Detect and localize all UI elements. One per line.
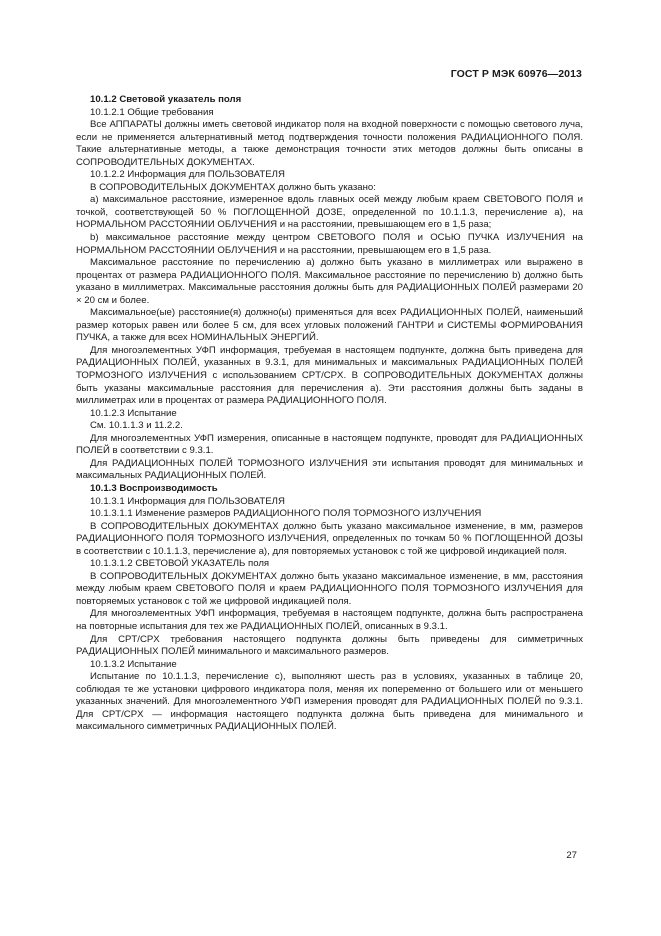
- paragraph: Максимальное расстояние по перечислению а) должно быть указано в миллиметрах или выражено в процентах от размера РАДИАЦИОННОГО ПОЛЯ. Максимальное расстояние по перечислению b) должно быть указано в миллиметрах. Максимальные расстояния должны быть для РАДИАЦИОННЫХ ПОЛЕЙ размерами 20 × 20 см и более.: [76, 257, 583, 306]
- subsection-title: 10.1.3.1.1 Изменение размеров РАДИАЦИОННОГО ПОЛЯ ТОРМОЗНОГО ИЗЛУЧЕНИЯ: [90, 508, 482, 520]
- subsection-title: 10.1.2.1 Общие требования: [90, 106, 214, 118]
- paragraph: В СОПРОВОДИТЕЛЬНЫХ ДОКУМЕНТАХ должно быть указано максимальное изменение, в мм, расстояния между любым краем СВЕТОВОГО ПОЛЯ и краем РАДИАЦИОННОГО ПОЛЯ ТОРМОЗНОГО ИЗЛУЧЕНИЯ для повторяемых установок с той же цифровой индикацией поля.: [76, 570, 583, 607]
- page-content: [76, 94, 583, 734]
- heading-10-1-3: 10.1.3 Воспроизводимость: [90, 482, 218, 494]
- paragraph: Для многоэлементных УФП информация, требуемая в настоящем подпункте, должна быть распространена на повторные испытания для тех же РАДИАЦИОННЫХ ПОЛЕЙ, описанных в 9.3.1.: [76, 608, 583, 632]
- paragraph: Для CPT/CPX требования настоящего подпункта должны быть приведены для симметричных РАДИАЦИОННЫХ ПОЛЕЙ минимального и максимального размеров.: [76, 633, 583, 658]
- paragraph: Максимальное(ые) расстояние(я) должно(ы) применяться для всех РАДИАЦИОННЫХ ПОЛЕЙ, наименьший размер которых равен или более 5 см, для всех угловых положений ГАНТРИ и СИСТЕМЫ ФОРМИРОВАНИЯ ПУЧКА, а также для всех НОМИНАЛЬНЫХ ЭНЕРГИЙ.: [76, 307, 583, 344]
- standard-header: ГОСТ Р МЭК 60976—2013: [450, 68, 582, 80]
- paragraph: Для многоэлементных УФП информация, требуемая в настоящем подпункте, должна быть приведена для РАДИАЦИОННЫХ ПОЛЕЙ, указанных в 9.3.1, для минимальных и максимальных РАДИАЦИОННЫХ ПОЛЕЙ ТОРМОЗНОГО ИЗЛУЧЕНИЯ с использованием CPT/CPX. В СОПРОВОДИТЕЛЬНЫХ ДОКУМЕНТАХ должны быть указаны максимальные расстояния для перечисления а). Эти расстояния должны быть заданы в миллиметрах или в процентах от размера РАДИАЦИОННОГО ПОЛЯ.: [76, 344, 583, 407]
- paragraph: Для многоэлементных УФП измерения, описанные в настоящем подпункте, проводят для РАДИАЦИОННЫХ ПОЛЕЙ в соответствии с 9.3.1.: [76, 432, 583, 457]
- subsection-title: 10.1.2.2 Информация для ПОЛЬЗОВАТЕЛЯ: [90, 169, 285, 181]
- subsection-title: 10.1.3.1.2 СВЕТОВОЙ УКАЗАТЕЛЬ поля: [90, 558, 270, 570]
- subsection-title: 10.1.3.1 Информация для ПОЛЬЗОВАТЕЛЯ: [90, 495, 285, 507]
- list-item-a: а) максимальное расстояние, измеренное вдоль главных осей между любым краем СВЕТОВОГО ПОЛЯ и точкой, соответствующей 50 % ПОГЛОЩЕННОЙ ДОЗЕ, определенной по 10.1.1.3, перечисление а), на НОРМАЛЬНОМ РАССТОЯНИИ ОБЛУЧЕНИЯ и на расстоянии, превышающем его в 1,5 раза;: [76, 194, 583, 231]
- paragraph: Испытание по 10.1.1.3, перечисление с), выполняют шесть раз в условиях, указанных в таблице 20, соблюдая те же установки цифрового индикатора поля, меняя их попеременно от большего или от меньшего указанных значений. Для многоэлементного УФП измерения проводят для РАДИАЦИОННЫХ ПОЛЕЙ по 9.3.1. Для CPT/CPX — информация настоящего подпункта должна быть приведена для минимального и максимального симметричных РАДИАЦИОННЫХ ПОЛЕЙ.: [76, 671, 583, 733]
- paragraph: Все АППАРАТЫ должны иметь световой индикатор поля на входной поверхности с помощью светового луча, если не применяется альтернативный метод подтверждения точности положения РАДИАЦИОННОГО ПОЛЯ. Такие альтернативные методы, а также демонстрация точности этих методов должны быть описаны в СОПРОВОДИТЕЛЬНЫХ ДОКУМЕНТАХ.: [76, 119, 583, 168]
- list-item-b: b) максимальное расстояние между центром СВЕТОВОГО ПОЛЯ и ОСЬЮ ПУЧКА ИЗЛУЧЕНИЯ на НОРМАЛЬНОМ РАССТОЯНИИ ОБЛУЧЕНИЯ и на расстоянии, превышающем его в 1,5 раза.: [76, 232, 583, 256]
- paragraph: В СОПРОВОДИТЕЛЬНЫХ ДОКУМЕНТАХ должно быть указано:: [90, 181, 376, 193]
- paragraph: Для РАДИАЦИОННЫХ ПОЛЕЙ ТОРМОЗНОГО ИЗЛУЧЕНИЯ эти испытания проводят для минимальных и максимальных РАДИАЦИОННЫХ ПОЛЕЙ.: [76, 457, 583, 482]
- heading-10-1-2: 10.1.2 Световой указатель поля: [90, 94, 242, 105]
- subsection-title: 10.1.3.2 Испытание: [90, 658, 177, 670]
- page-number: 27: [566, 850, 577, 861]
- paragraph: См. 10.1.1.3 и 11.2.2.: [90, 420, 183, 432]
- subsection-title: 10.1.2.3 Испытание: [90, 407, 177, 419]
- paragraph: В СОПРОВОДИТЕЛЬНЫХ ДОКУМЕНТАХ должно быть указано максимальное изменение, в мм, размеров РАДИАЦИОННОГО ПОЛЯ ТОРМОЗНОГО ИЗЛУЧЕНИЯ, определенных по точкам 50 % ПОГЛОЩЕННОЙ ДОЗЫ в соответствии с 10.1.1.3, перечисление а), для повторяемых установок с той же цифровой индикацией поля.: [76, 520, 583, 557]
